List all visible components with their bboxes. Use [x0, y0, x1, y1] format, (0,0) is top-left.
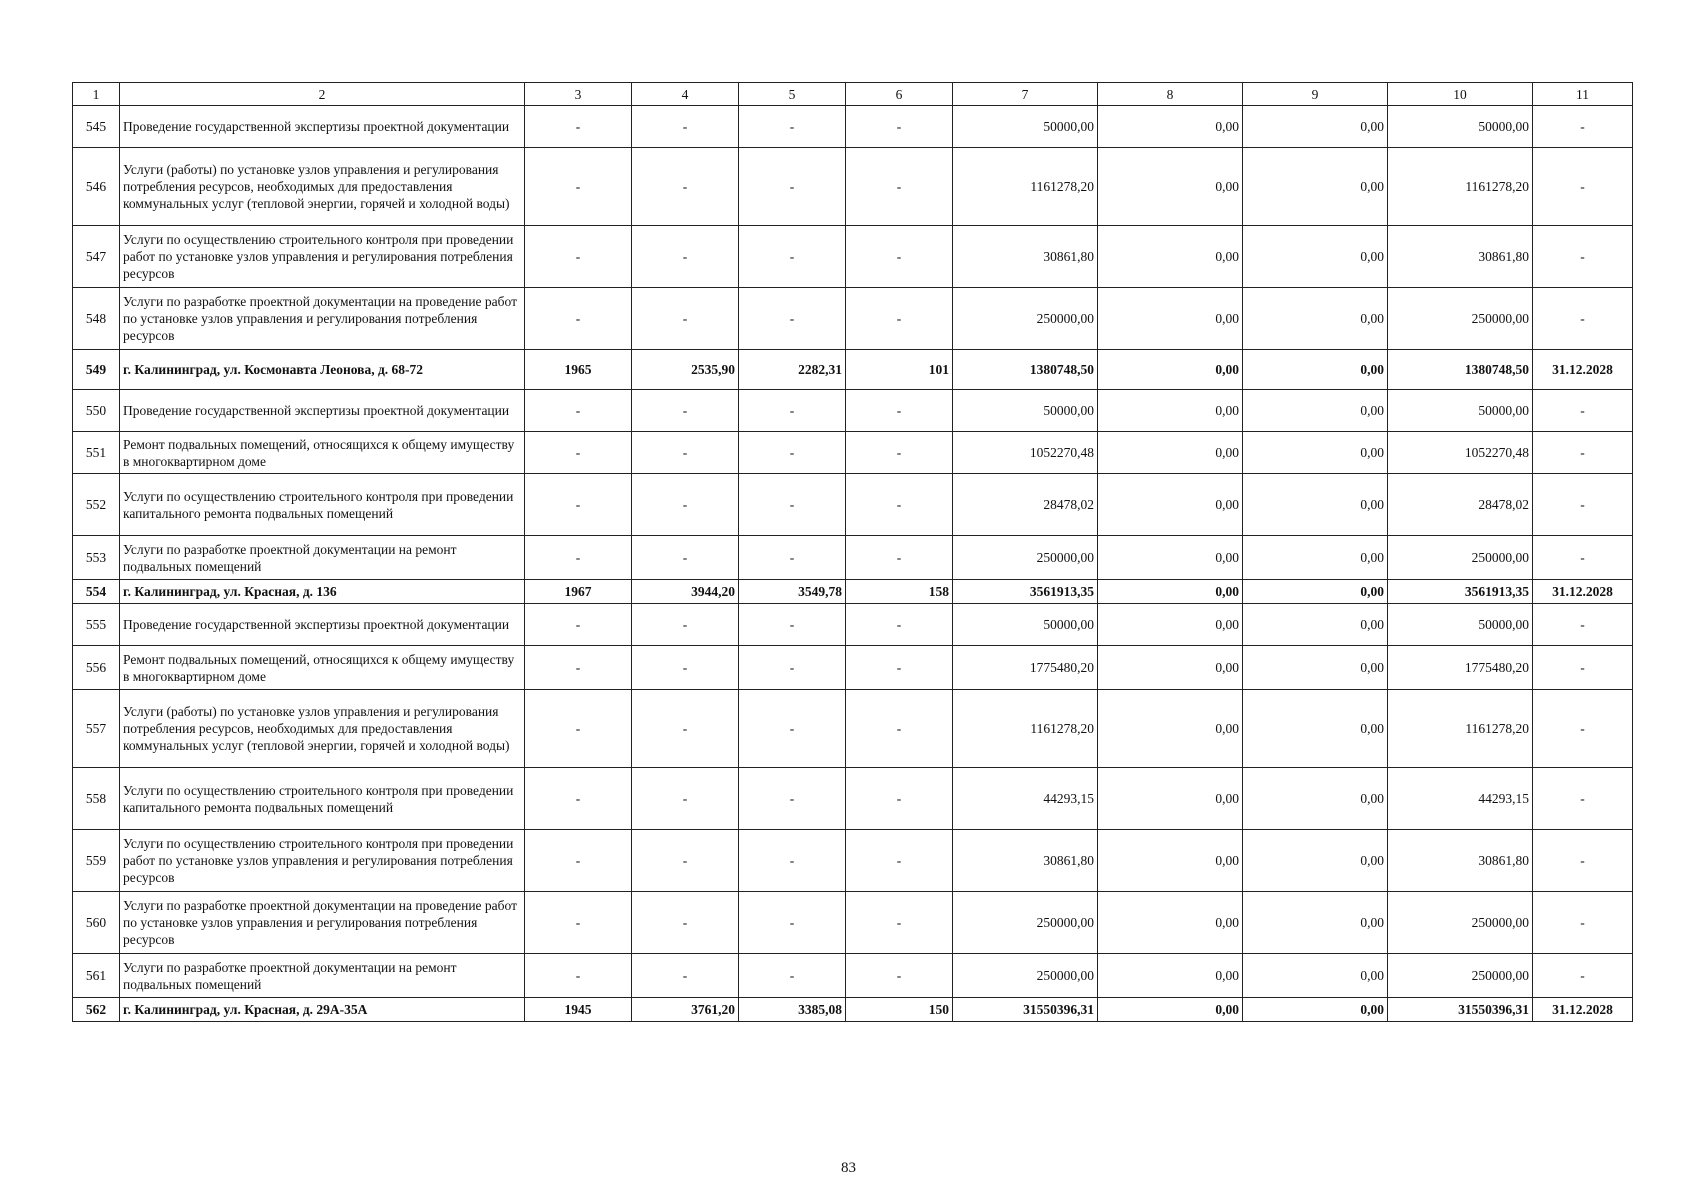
cell-col-10: 1161278,20 [1388, 148, 1533, 226]
cell-col-10: 30861,80 [1388, 830, 1533, 892]
row-number: 552 [73, 474, 120, 536]
row-number: 551 [73, 432, 120, 474]
work-description: г. Калининград, ул. Красная, д. 29А-35А [120, 998, 525, 1022]
cell-col-10: 28478,02 [1388, 474, 1533, 536]
row-number: 562 [73, 998, 120, 1022]
cell-col-8: 0,00 [1098, 536, 1243, 580]
cell-col-11: - [1533, 106, 1633, 148]
cell-col-8: 0,00 [1098, 226, 1243, 288]
cell-col-8: 0,00 [1098, 954, 1243, 998]
cell-col-5: - [739, 288, 846, 350]
cell-col-4: - [632, 830, 739, 892]
cell-col-4: - [632, 390, 739, 432]
cell-col-8: 0,00 [1098, 350, 1243, 390]
cell-col-6: - [846, 604, 953, 646]
cell-col-8: 0,00 [1098, 646, 1243, 690]
cell-col-10: 50000,00 [1388, 604, 1533, 646]
cell-col-10: 1052270,48 [1388, 432, 1533, 474]
cell-col-10: 250000,00 [1388, 892, 1533, 954]
work-description: г. Калининград, ул. Космонавта Леонова, д. 68-72 [120, 350, 525, 390]
address-row [73, 580, 1633, 604]
column-header-4: 4 [632, 83, 739, 106]
work-description: Проведение государственной экспертизы проектной документации [120, 604, 525, 646]
cell-col-4: - [632, 892, 739, 954]
cell-col-5: - [739, 690, 846, 768]
capital-repair-table [72, 82, 1633, 1022]
cell-col-3: - [525, 148, 632, 226]
cell-col-5: - [739, 954, 846, 998]
column-header-8: 8 [1098, 83, 1243, 106]
cell-col-6: - [846, 690, 953, 768]
cell-col-6: - [846, 390, 953, 432]
cell-col-10: 50000,00 [1388, 106, 1533, 148]
cell-col-7: 44293,15 [953, 768, 1098, 830]
cell-col-10: 250000,00 [1388, 536, 1533, 580]
cell-col-9: 0,00 [1243, 768, 1388, 830]
cell-col-8: 0,00 [1098, 474, 1243, 536]
cell-col-7: 30861,80 [953, 830, 1098, 892]
cell-col-11: - [1533, 536, 1633, 580]
cell-col-9: 0,00 [1243, 536, 1388, 580]
cell-col-9: 0,00 [1243, 830, 1388, 892]
cell-col-7: 1052270,48 [953, 432, 1098, 474]
cell-col-9: 0,00 [1243, 604, 1388, 646]
cell-col-4: - [632, 474, 739, 536]
cell-col-11: - [1533, 390, 1633, 432]
cell-col-7: 1161278,20 [953, 148, 1098, 226]
page-number: 83 [841, 1160, 856, 1176]
cell-col-9: 0,00 [1243, 390, 1388, 432]
cell-col-8: 0,00 [1098, 390, 1243, 432]
cell-col-6: - [846, 106, 953, 148]
row-number: 549 [73, 350, 120, 390]
work-description: Проведение государственной экспертизы проектной документации [120, 390, 525, 432]
cell-col-11: - [1533, 690, 1633, 768]
cell-col-6: - [846, 432, 953, 474]
table-row [73, 536, 1633, 580]
column-header-6: 6 [846, 83, 953, 106]
table-row [73, 954, 1633, 998]
cell-col-5: - [739, 830, 846, 892]
cell-col-5: 3549,78 [739, 580, 846, 604]
row-number: 561 [73, 954, 120, 998]
cell-col-4: 3944,20 [632, 580, 739, 604]
cell-col-7: 50000,00 [953, 604, 1098, 646]
cell-col-3: - [525, 432, 632, 474]
cell-col-7: 50000,00 [953, 106, 1098, 148]
cell-col-7: 50000,00 [953, 390, 1098, 432]
table-row [73, 768, 1633, 830]
cell-col-6: 158 [846, 580, 953, 604]
row-number: 559 [73, 830, 120, 892]
cell-col-11: 31.12.2028 [1533, 350, 1633, 390]
cell-col-4: - [632, 768, 739, 830]
cell-col-9: 0,00 [1243, 226, 1388, 288]
cell-col-4: - [632, 432, 739, 474]
cell-col-3: - [525, 474, 632, 536]
cell-col-9: 0,00 [1243, 148, 1388, 226]
cell-col-7: 1161278,20 [953, 690, 1098, 768]
cell-col-3: - [525, 690, 632, 768]
cell-col-8: 0,00 [1098, 830, 1243, 892]
cell-col-5: - [739, 106, 846, 148]
table-row [73, 148, 1633, 226]
cell-col-4: 2535,90 [632, 350, 739, 390]
cell-col-10: 250000,00 [1388, 288, 1533, 350]
cell-col-10: 1380748,50 [1388, 350, 1533, 390]
cell-col-4: - [632, 954, 739, 998]
cell-col-4: - [632, 106, 739, 148]
cell-col-4: - [632, 646, 739, 690]
row-number: 557 [73, 690, 120, 768]
address-row [73, 350, 1633, 390]
cell-col-8: 0,00 [1098, 432, 1243, 474]
cell-col-5: - [739, 604, 846, 646]
column-number-header-row [73, 83, 1633, 106]
cell-col-3: 1967 [525, 580, 632, 604]
table-row [73, 106, 1633, 148]
cell-col-3: - [525, 892, 632, 954]
cell-col-5: 3385,08 [739, 998, 846, 1022]
work-description: Услуги по осуществлению строительного контроля при проведении капитального ремонта подвальных помещений [120, 768, 525, 830]
row-number: 550 [73, 390, 120, 432]
cell-col-11: 31.12.2028 [1533, 580, 1633, 604]
column-header-11: 11 [1533, 83, 1633, 106]
table-row [73, 892, 1633, 954]
cell-col-5: - [739, 390, 846, 432]
work-description: Услуги по разработке проектной документации на ремонт подвальных помещений [120, 536, 525, 580]
cell-col-3: - [525, 768, 632, 830]
work-description: Услуги (работы) по установке узлов управления и регулирования потребления ресурсов, необходимых для предоставления коммунальных услуг (тепловой энергии, горячей и холодной воды) [120, 690, 525, 768]
work-description: г. Калининград, ул. Красная, д. 136 [120, 580, 525, 604]
column-header-3: 3 [525, 83, 632, 106]
work-description: Услуги по осуществлению строительного контроля при проведении работ по установке узлов управления и регулирования потребления ресурсов [120, 830, 525, 892]
cell-col-11: - [1533, 892, 1633, 954]
cell-col-10: 50000,00 [1388, 390, 1533, 432]
cell-col-7: 30861,80 [953, 226, 1098, 288]
cell-col-9: 0,00 [1243, 432, 1388, 474]
cell-col-11: - [1533, 288, 1633, 350]
row-number: 556 [73, 646, 120, 690]
cell-col-3: - [525, 830, 632, 892]
column-header-1: 1 [73, 83, 120, 106]
cell-col-10: 1161278,20 [1388, 690, 1533, 768]
cell-col-6: - [846, 148, 953, 226]
cell-col-7: 3561913,35 [953, 580, 1098, 604]
cell-col-5: - [739, 892, 846, 954]
row-number: 558 [73, 768, 120, 830]
cell-col-10: 250000,00 [1388, 954, 1533, 998]
work-description: Услуги (работы) по установке узлов управления и регулирования потребления ресурсов, необходимых для предоставления коммунальных услуг (тепловой энергии, горячей и холодной воды) [120, 148, 525, 226]
table-row [73, 288, 1633, 350]
work-description: Ремонт подвальных помещений, относящихся к общему имуществу в многоквартирном доме [120, 646, 525, 690]
work-description: Услуги по осуществлению строительного контроля при проведении работ по установке узлов управления и регулирования потребления ресурсов [120, 226, 525, 288]
table-row [73, 690, 1633, 768]
cell-col-8: 0,00 [1098, 288, 1243, 350]
column-header-10: 10 [1388, 83, 1533, 106]
cell-col-4: 3761,20 [632, 998, 739, 1022]
cell-col-6: - [846, 892, 953, 954]
cell-col-6: - [846, 536, 953, 580]
cell-col-9: 0,00 [1243, 690, 1388, 768]
cell-col-5: - [739, 148, 846, 226]
work-description: Услуги по разработке проектной документации на ремонт подвальных помещений [120, 954, 525, 998]
cell-col-8: 0,00 [1098, 690, 1243, 768]
cell-col-6: 101 [846, 350, 953, 390]
cell-col-4: - [632, 690, 739, 768]
cell-col-11: - [1533, 604, 1633, 646]
cell-col-11: - [1533, 432, 1633, 474]
cell-col-9: 0,00 [1243, 350, 1388, 390]
cell-col-10: 31550396,31 [1388, 998, 1533, 1022]
cell-col-10: 3561913,35 [1388, 580, 1533, 604]
cell-col-3: - [525, 288, 632, 350]
work-description: Услуги по разработке проектной документации на проведение работ по установке узлов управления и регулирования потребления ресурсов [120, 892, 525, 954]
cell-col-9: 0,00 [1243, 288, 1388, 350]
cell-col-6: - [846, 288, 953, 350]
cell-col-6: 150 [846, 998, 953, 1022]
cell-col-11: 31.12.2028 [1533, 998, 1633, 1022]
cell-col-8: 0,00 [1098, 148, 1243, 226]
cell-col-11: - [1533, 768, 1633, 830]
cell-col-6: - [846, 768, 953, 830]
cell-col-11: - [1533, 830, 1633, 892]
cell-col-11: - [1533, 954, 1633, 998]
work-description: Проведение государственной экспертизы проектной документации [120, 106, 525, 148]
cell-col-5: 2282,31 [739, 350, 846, 390]
cell-col-6: - [846, 954, 953, 998]
cell-col-7: 250000,00 [953, 892, 1098, 954]
work-description: Услуги по разработке проектной документации на проведение работ по установке узлов управления и регулирования потребления ресурсов [120, 288, 525, 350]
cell-col-5: - [739, 536, 846, 580]
address-row [73, 998, 1633, 1022]
column-header-2: 2 [120, 83, 525, 106]
cell-col-10: 30861,80 [1388, 226, 1533, 288]
table-row [73, 432, 1633, 474]
cell-col-4: - [632, 288, 739, 350]
cell-col-7: 250000,00 [953, 536, 1098, 580]
cell-col-6: - [846, 474, 953, 536]
cell-col-7: 1380748,50 [953, 350, 1098, 390]
cell-col-8: 0,00 [1098, 580, 1243, 604]
cell-col-5: - [739, 432, 846, 474]
work-description: Услуги по осуществлению строительного контроля при проведении капитального ремонта подвальных помещений [120, 474, 525, 536]
work-description: Ремонт подвальных помещений, относящихся к общему имуществу в многоквартирном доме [120, 432, 525, 474]
cell-col-3: - [525, 226, 632, 288]
cell-col-3: 1965 [525, 350, 632, 390]
cell-col-11: - [1533, 646, 1633, 690]
cell-col-4: - [632, 604, 739, 646]
table-row [73, 474, 1633, 536]
table-row [73, 390, 1633, 432]
cell-col-7: 1775480,20 [953, 646, 1098, 690]
table-row [73, 646, 1633, 690]
cell-col-3: 1945 [525, 998, 632, 1022]
cell-col-3: - [525, 536, 632, 580]
column-header-7: 7 [953, 83, 1098, 106]
cell-col-3: - [525, 604, 632, 646]
cell-col-6: - [846, 830, 953, 892]
cell-col-4: - [632, 226, 739, 288]
column-header-5: 5 [739, 83, 846, 106]
cell-col-7: 28478,02 [953, 474, 1098, 536]
row-number: 548 [73, 288, 120, 350]
cell-col-5: - [739, 226, 846, 288]
cell-col-9: 0,00 [1243, 954, 1388, 998]
cell-col-7: 250000,00 [953, 954, 1098, 998]
cell-col-6: - [846, 226, 953, 288]
cell-col-9: 0,00 [1243, 646, 1388, 690]
cell-col-7: 31550396,31 [953, 998, 1098, 1022]
cell-col-10: 44293,15 [1388, 768, 1533, 830]
row-number: 560 [73, 892, 120, 954]
cell-col-7: 250000,00 [953, 288, 1098, 350]
table-row [73, 830, 1633, 892]
cell-col-5: - [739, 646, 846, 690]
cell-col-11: - [1533, 148, 1633, 226]
table-row [73, 604, 1633, 646]
cell-col-10: 1775480,20 [1388, 646, 1533, 690]
row-number: 555 [73, 604, 120, 646]
cell-col-8: 0,00 [1098, 892, 1243, 954]
cell-col-8: 0,00 [1098, 604, 1243, 646]
cell-col-11: - [1533, 226, 1633, 288]
cell-col-6: - [846, 646, 953, 690]
cell-col-9: 0,00 [1243, 892, 1388, 954]
cell-col-3: - [525, 106, 632, 148]
cell-col-9: 0,00 [1243, 106, 1388, 148]
row-number: 545 [73, 106, 120, 148]
cell-col-5: - [739, 474, 846, 536]
cell-col-8: 0,00 [1098, 998, 1243, 1022]
cell-col-9: 0,00 [1243, 474, 1388, 536]
cell-col-4: - [632, 536, 739, 580]
cell-col-9: 0,00 [1243, 998, 1388, 1022]
cell-col-9: 0,00 [1243, 580, 1388, 604]
table-body [73, 106, 1633, 1022]
row-number: 553 [73, 536, 120, 580]
row-number: 547 [73, 226, 120, 288]
cell-col-5: - [739, 768, 846, 830]
cell-col-3: - [525, 646, 632, 690]
row-number: 546 [73, 148, 120, 226]
column-header-9: 9 [1243, 83, 1388, 106]
cell-col-4: - [632, 148, 739, 226]
row-number: 554 [73, 580, 120, 604]
table-row [73, 226, 1633, 288]
cell-col-3: - [525, 390, 632, 432]
cell-col-8: 0,00 [1098, 106, 1243, 148]
cell-col-8: 0,00 [1098, 768, 1243, 830]
cell-col-3: - [525, 954, 632, 998]
cell-col-11: - [1533, 474, 1633, 536]
document-sheet [72, 82, 1632, 1022]
